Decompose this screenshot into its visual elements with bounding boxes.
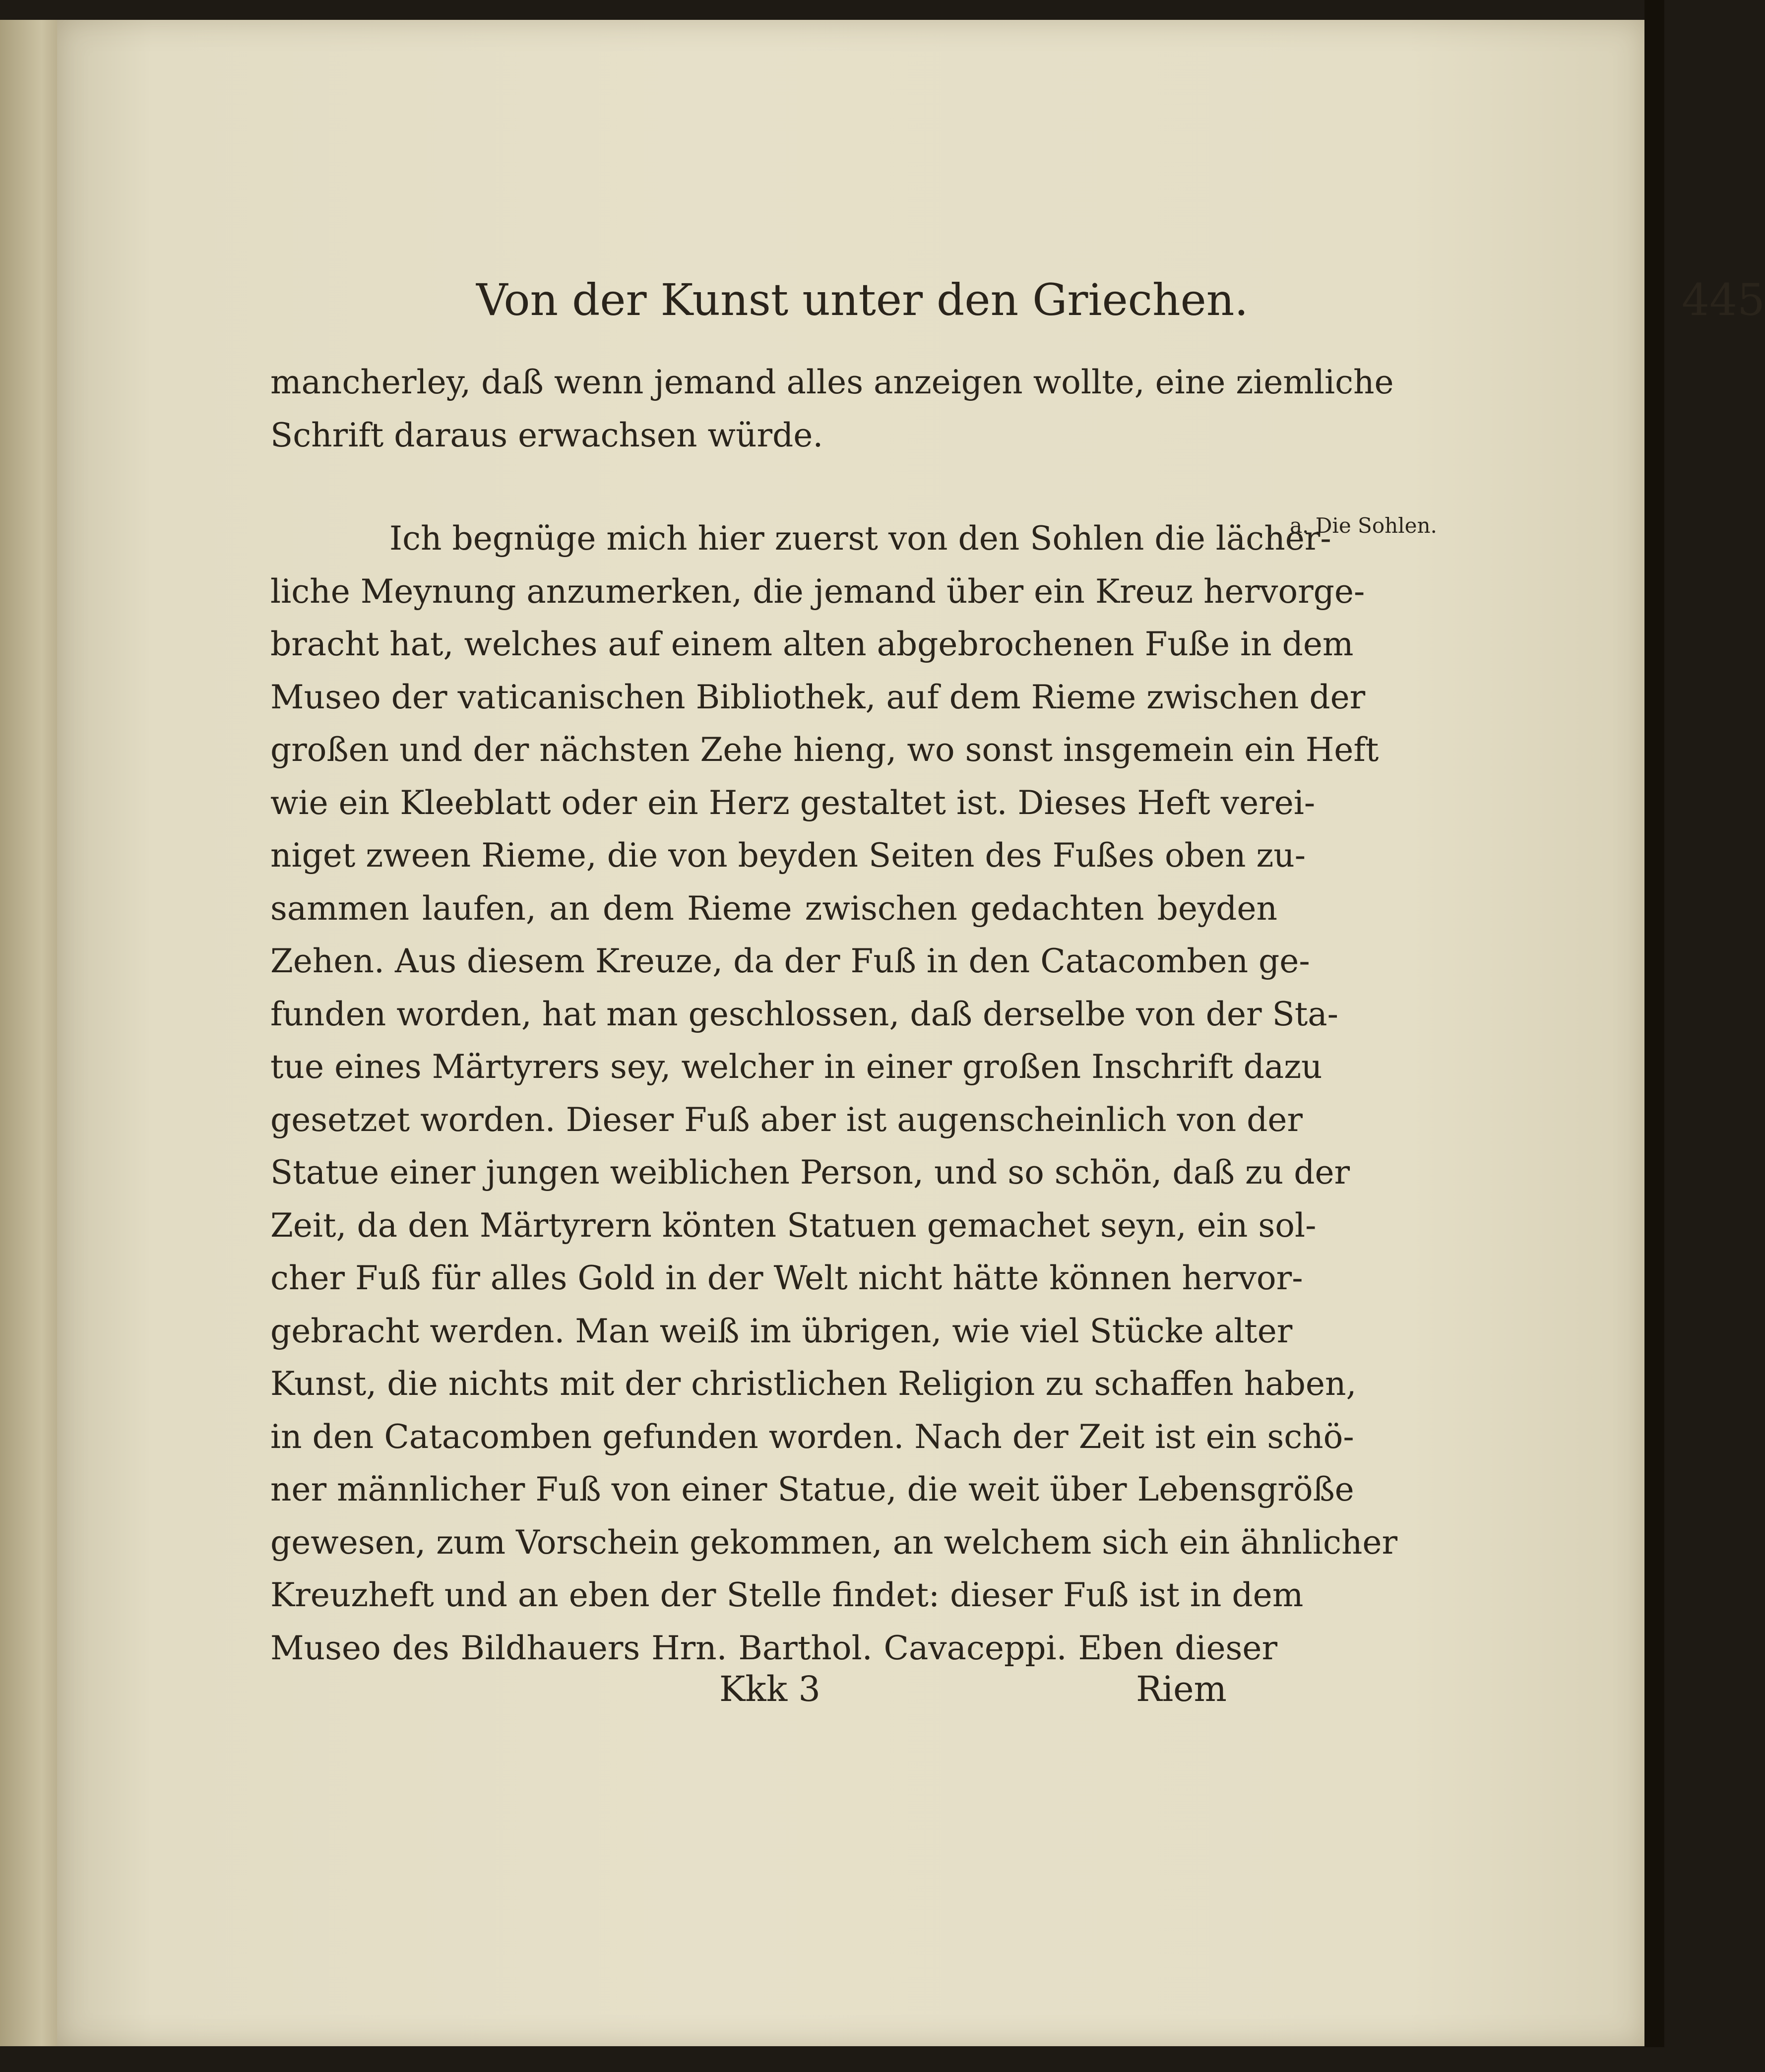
text-line: sammen laufen, an dem Rieme zwischen gedachten beyden bbox=[270, 889, 1277, 928]
text-line: funden worden, hat man geschlossen, daß derselbe von der Sta- bbox=[270, 995, 1338, 1033]
text-line: Statue einer jungen weiblichen Person, und so schön, daß zu der bbox=[270, 1153, 1350, 1192]
text-line: Kreuzheft und an eben der Stelle findet: dieser Fuß ist in dem bbox=[270, 1576, 1304, 1614]
text-line: Museo des Bildhauers Hrn. Barthol. Cavaceppi. Eben dieser bbox=[270, 1629, 1277, 1667]
page-edge-shadow bbox=[1644, 0, 1664, 2072]
printer-signature: Kkk 3 bbox=[719, 1669, 820, 1709]
text-line: Kunst, die nichts mit der christlichen Religion zu schaffen haben, bbox=[270, 1365, 1357, 1403]
text-line: gesetzet worden. Dieser Fuß aber ist augenscheinlich von der bbox=[270, 1100, 1303, 1139]
paragraph-gap bbox=[270, 462, 1277, 512]
text-line: Museo der vaticanischen Bibliothek, auf dem Rieme zwischen der bbox=[270, 678, 1366, 716]
running-header bbox=[476, 270, 1765, 330]
scan-background bbox=[0, 2047, 1664, 2072]
text-line: tue eines Märtyrers sey, welcher in einer großen Inschrift dazu bbox=[270, 1048, 1323, 1086]
text-line: liche Meynung anzumerken, die jemand über ein Kreuz hervorge- bbox=[270, 572, 1365, 611]
text-line: Schrift daraus erwachsen würde. bbox=[270, 416, 823, 454]
catchword: Riem bbox=[1136, 1669, 1227, 1709]
book-spine bbox=[0, 20, 60, 2046]
text-line: mancherley, daß wenn jemand alles anzeigen wollte, eine ziemliche bbox=[270, 363, 1394, 401]
margin-note: a. Die Sohlen. bbox=[1290, 513, 1437, 538]
page-title: Von der Kunst unter den Griechen. bbox=[476, 274, 1249, 325]
text-line: ner männlicher Fuß von einer Statue, die weit über Lebensgröße bbox=[270, 1470, 1354, 1508]
text-line: niget zween Rieme, die von beyden Seiten des Fußes oben zu- bbox=[270, 836, 1306, 875]
text-line: cher Fuß für alles Gold in der Welt nicht hätte können hervor- bbox=[270, 1259, 1303, 1297]
text-line: bracht hat, welches auf einem alten abgebrochenen Fuße in dem bbox=[270, 625, 1354, 663]
text-line: Zehen. Aus diesem Kreuze, da der Fuß in den Catacomben ge- bbox=[270, 942, 1310, 980]
text-line: Ich begnüge mich hier zuerst von den Sohlen die lächer- bbox=[389, 519, 1331, 558]
text-line: gebracht werden. Man weiß im übrigen, wie viel Stücke alter bbox=[270, 1312, 1293, 1350]
page-number: 445 bbox=[1682, 274, 1765, 325]
text-line: großen und der nächsten Zehe hieng, wo sonst insgemein ein Heft bbox=[270, 731, 1379, 769]
text-line: wie ein Kleeblatt oder ein Herz gestaltet ist. Dieses Heft verei- bbox=[270, 783, 1316, 822]
text-line: gewesen, zum Vorschein gekommen, an welchem sich ein ähnlicher bbox=[270, 1523, 1398, 1562]
text-line: Zeit, da den Märtyrern könten Statuen gemachet seyn, ein sol- bbox=[270, 1206, 1317, 1245]
text-line: in den Catacomben gefunden worden. Nach der Zeit ist ein schö- bbox=[270, 1417, 1354, 1456]
